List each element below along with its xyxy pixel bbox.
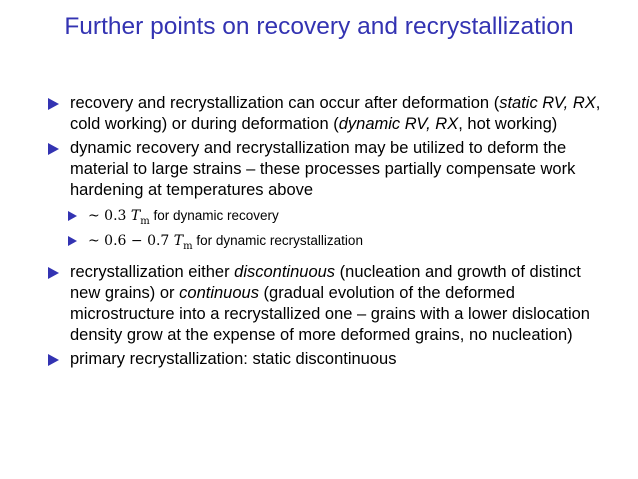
list-item xyxy=(48,262,613,346)
triangle-right-icon xyxy=(48,143,59,155)
sub-item-text: for dynamic recrystallization xyxy=(196,232,363,248)
bullet-list xyxy=(48,93,613,370)
triangle-right-icon xyxy=(68,211,77,221)
temperature-expression: ~ 0.6 − 0.7 $T_m$ xyxy=(88,232,193,252)
item-text: dynamic recovery and recrystallization may be utilized to deform the material to large strains – these processes partially compensate work hardening at temperatures above xyxy=(70,139,576,199)
sub-list-item xyxy=(68,206,613,231)
sub-item-text: for dynamic recovery xyxy=(153,208,279,223)
item-text: recrystallization either discontinuous (nucleation and growth of distinct new grains) or continuous (gradual evolution of the deformed microstructure into a recrystallized one – grains with a lower dislocation density grow at the expense of more deformed grains, no nucleation) xyxy=(70,262,590,344)
item-text: primary recrystallization: static discontinuous xyxy=(70,349,397,368)
list-item xyxy=(48,93,613,135)
list-item xyxy=(48,138,613,256)
triangle-right-icon xyxy=(68,236,77,246)
item-text: recovery and recrystallization can occur after deformation (static RV, RX, cold working) or during deformation (dynamic RV, RX, hot working) xyxy=(70,94,601,133)
list-item xyxy=(48,349,613,370)
sub-list-item xyxy=(68,231,613,256)
triangle-right-icon xyxy=(48,354,59,366)
triangle-right-icon xyxy=(48,98,59,110)
triangle-right-icon xyxy=(48,267,59,279)
sub-list xyxy=(68,206,613,256)
temperature-expression: ~ 0.3 $T_m$ xyxy=(88,208,150,227)
slide-title: Further points on recovery and recrystallization xyxy=(64,13,574,40)
